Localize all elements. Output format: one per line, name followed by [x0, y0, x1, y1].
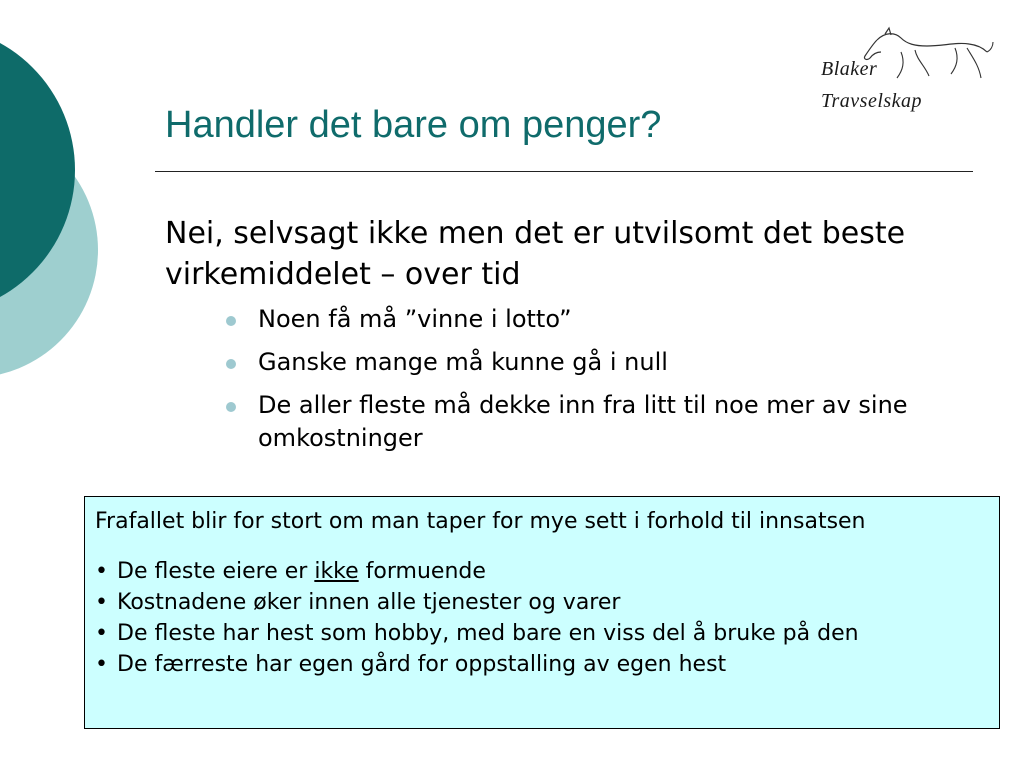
logo-text-blaker: Blaker	[821, 58, 878, 80]
callout-item	[95, 587, 989, 618]
callout-item	[95, 618, 989, 649]
bullet-dot-icon	[226, 359, 236, 369]
list-item	[225, 389, 965, 455]
bullet-dot-icon	[226, 402, 236, 412]
club-logo	[815, 26, 995, 121]
callout-heading: Frafallet blir for stort om man taper for mye sett i forhold til innsatsen	[95, 509, 866, 534]
decorative-circles	[0, 0, 110, 400]
callout-box	[84, 496, 1000, 729]
list-item-text: Ganske mange må kunne gå i null	[258, 348, 668, 376]
bullet-dot-icon	[226, 316, 236, 326]
callout-list	[95, 556, 989, 680]
callout-item-text: formuende	[358, 559, 486, 584]
list-item-text: De aller fleste må dekke inn fra litt til noe mer av sine omkostninger	[258, 391, 908, 452]
list-item	[225, 346, 965, 379]
callout-item-text: De færreste har egen gård for oppstalling av egen hest	[117, 652, 727, 677]
callout-item-text: De fleste har hest som hobby, med bare en viss del å bruke på den	[117, 621, 859, 646]
callout-item	[95, 556, 989, 587]
slide-title: Handler det bare om penger?	[165, 104, 662, 146]
bullet-glyph: •	[95, 559, 108, 584]
emphasis-word: ikke	[314, 559, 359, 584]
lead-paragraph: Nei, selvsagt ikke men det er utvilsomt det beste virkemiddelet – over tid	[165, 216, 906, 292]
bullet-list	[225, 303, 965, 465]
logo-text-travselskap: Travselskap	[821, 90, 923, 112]
bullet-glyph: •	[95, 621, 108, 646]
list-item	[225, 303, 965, 336]
bullet-glyph: •	[95, 590, 108, 615]
title-divider	[155, 171, 973, 172]
bullet-glyph: •	[95, 652, 108, 677]
callout-item-text: Kostnadene øker innen alle tjenester og varer	[117, 590, 621, 615]
callout-item-text: De fleste eiere er	[117, 559, 315, 584]
callout-item	[95, 649, 989, 680]
list-item-text: Noen få må ”vinne i lotto”	[258, 305, 572, 333]
